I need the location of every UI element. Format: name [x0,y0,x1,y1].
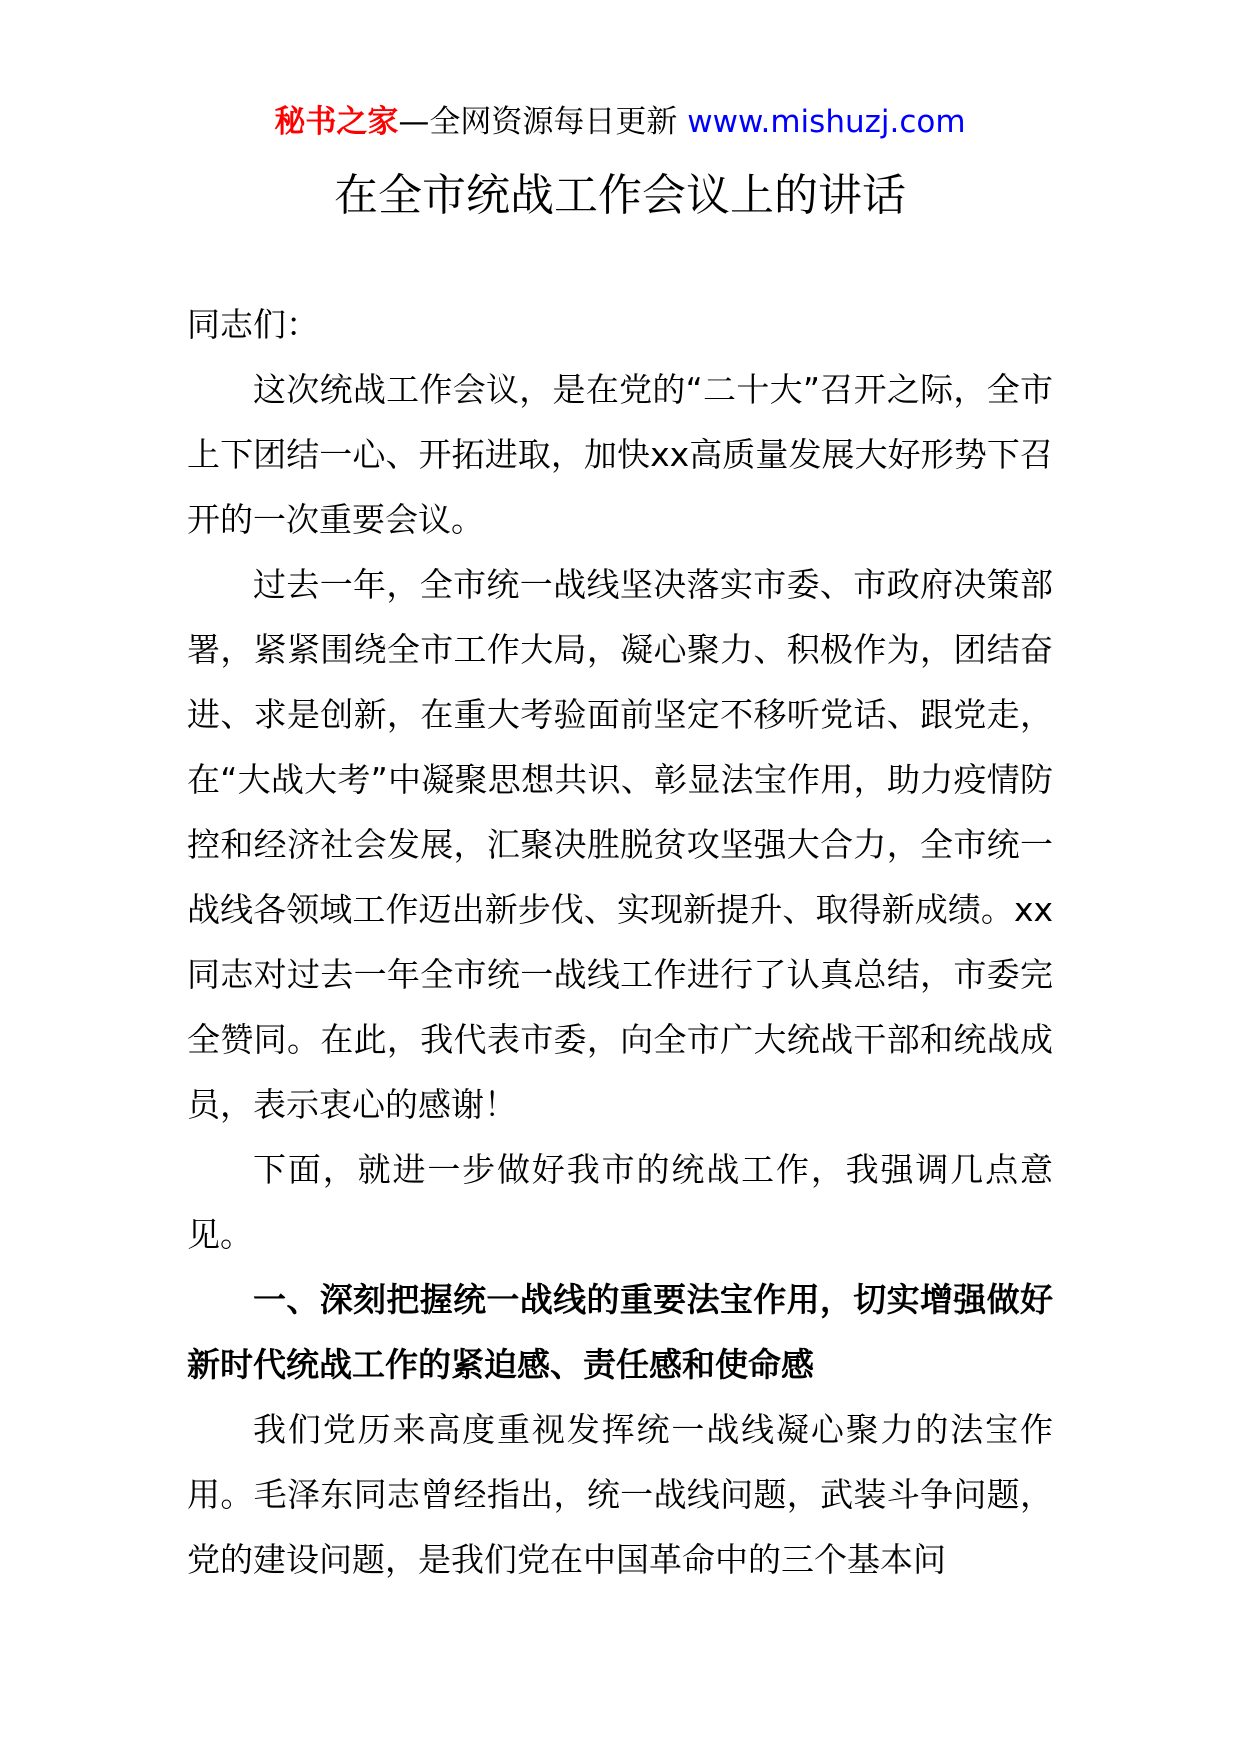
paragraph-3: 下面，就进一步做好我市的统战工作，我强调几点意见。 [187,1150,1053,1254]
brand-name: 秘书之家 [274,104,399,140]
section-paragraph-1: 我们党历来高度重视发挥统一战线凝心聚力的法宝作用。毛泽东同志曾经指出，统一战线问题，武装斗争问题，党的建设问题，是我们党在中国革命中的三个基本问 [187,1410,1053,1579]
site-header [0,100,1240,144]
header-tagline: —全网资源每日更新 [398,104,688,140]
paragraph-1: 这次统战工作会议，是在党的“二十大”召开之际，全市上下团结一心、开拓进取，加快xx高质量发展大好形势下召开的一次重要会议。 [187,370,1053,539]
salutation: 同志们： [187,305,319,344]
paragraph-2: 过去一年，全市统一战线坚决落实市委、市政府决策部署，紧紧围绕全市工作大局，凝心聚力、积极作为，团结奋进、求是创新，在重大考验面前坚定不移听党话、跟党走，在“大战大考”中凝聚思想共识、彰显法宝作用，助力疫情防控和经济社会发展，汇聚决胜脱贫攻坚强大合力，全市统一战线各领域工作迈出新步伐、实现新提升、取得新成绩。xx同志对过去一年全市统一战线工作进行了认真总结，市委完全赞同。在此，我代表市委，向全市广大统战干部和统战成员，表示衷心的感谢！ [187,565,1053,1124]
site-url[interactable]: www.mishuzj.com [687,104,966,140]
document-body [187,292,1053,1592]
document-title: 在全市统战工作会议上的讲话 [334,170,906,221]
section-heading-1: 一、深刻把握统一战线的重要法宝作用，切实增强做好新时代统战工作的紧迫感、责任感和使命感 [187,1280,1053,1384]
